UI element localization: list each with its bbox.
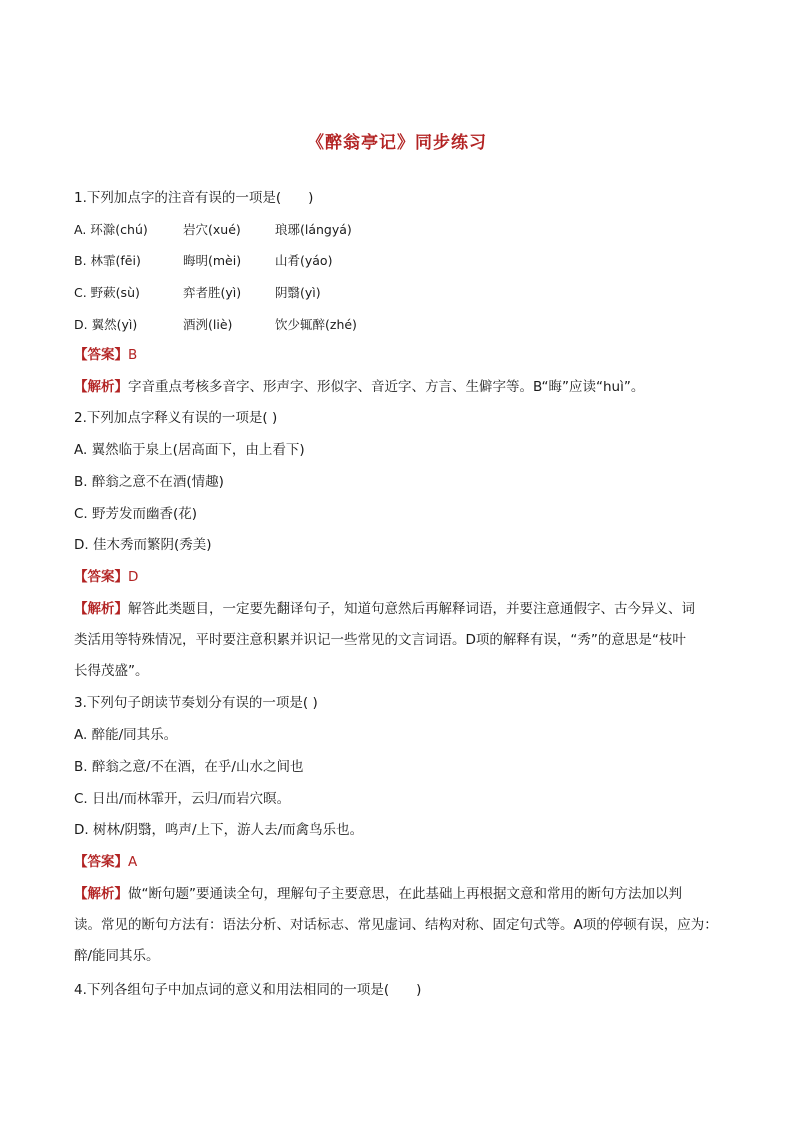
q1-answer: [74, 345, 137, 365]
analysis-line: [74, 879, 724, 910]
q3-option-c: C. 日出/而林霏开，云归/而岩穴暝。: [74, 791, 291, 807]
answer-tag: 【答案】: [74, 347, 128, 363]
answer-value: D: [128, 569, 139, 585]
q2-option-a: A. 翼然临于泉上(居高面下，由上看下): [74, 442, 305, 458]
q3-option-d: D. 树林/阴翳，鸣声/上下，游人去/而禽鸟乐也。: [74, 822, 364, 838]
q1-option-b-3: 山肴(yáo): [275, 253, 333, 268]
analysis-tag: 【解析】: [74, 886, 128, 902]
q1-option-a-2: 岩穴(xué): [183, 222, 241, 237]
q1-option-d-1: D. 翼然(yì): [74, 317, 138, 332]
q3-option-b: B. 醉翁之意/不在酒，在乎/山水之间也: [74, 759, 304, 775]
q1-analysis: [74, 377, 644, 397]
q1-option-b-1: B. 林霏(fēi): [74, 253, 141, 268]
q3-answer: [74, 852, 137, 872]
q2-answer: [74, 567, 138, 587]
analysis-line: [74, 594, 724, 625]
q1-option-d-3: 饮少辄醉(zhé): [275, 317, 357, 332]
analysis-text: 解答此类题目，一定要先翻译句子，知道句意然后再解释词语，并要注意通假字、古今异义、词: [128, 601, 695, 617]
question-4-stem: 4.下列各组句子中加点词的意义和用法相同的一项是( ): [74, 982, 422, 998]
q2-option-c: C. 野芳发而幽香(花): [74, 506, 198, 522]
analysis-tag: 【解析】: [74, 379, 128, 395]
q3-analysis: [74, 879, 724, 972]
page-title: 《醉翁亭记》同步练习: [307, 133, 487, 153]
q2-option-b: B. 醉翁之意不在酒(情趣): [74, 474, 224, 490]
q2-analysis: [74, 594, 724, 687]
analysis-line: 读。常见的断句方法有：语法分析、对话标志、常见虚词、结构对称、固定句式等。A项的停顿有误，应为：: [74, 917, 718, 933]
q1-option-c-1: C. 野蔌(sù): [74, 285, 140, 300]
q1-option-a-1: A. 环滁(chú): [74, 222, 148, 237]
q1-option-c-3: 阴翳(yì): [275, 285, 321, 300]
q1-option-b-2: 晦明(mèi): [183, 253, 242, 268]
analysis-line: 醉/能同其乐。: [74, 948, 160, 964]
analysis-text: 做“断句题”要通读全句，理解句子主要意思，在此基础上再根据文意和常用的断句方法加以判: [128, 886, 682, 902]
question-1-stem: 1.下列加点字的注音有误的一项是( ): [74, 190, 314, 206]
q3-option-a: A. 醉能/同其乐。: [74, 727, 178, 743]
analysis-text: 字音重点考核多音字、形声字、形似字、音近字、方言、生僻字等。B“晦”应读“huì”。: [128, 379, 645, 395]
q1-option-c-2: 弈者胜(yì): [183, 285, 242, 300]
answer-value: A: [128, 854, 138, 870]
answer-value: B: [128, 347, 138, 363]
analysis-line: 类活用等特殊情况，平时要注意积累并识记一些常见的文言词语。D项的解释有误，“秀”的意思是“枝叶: [74, 632, 686, 648]
q2-option-d: D. 佳木秀而繁阴(秀美): [74, 537, 212, 553]
answer-tag: 【答案】: [74, 854, 128, 870]
answer-tag: 【答案】: [74, 569, 128, 585]
analysis-tag: 【解析】: [74, 601, 128, 617]
q1-option-d-2: 酒洌(liè): [183, 317, 233, 332]
question-2-stem: 2.下列加点字释义有误的一项是( ): [74, 410, 278, 426]
question-3-stem: 3.下列句子朗读节奏划分有误的一项是( ): [74, 695, 318, 711]
q1-option-a-3: 琅琊(lángyá): [275, 222, 352, 237]
analysis-line: 长得茂盛”。: [74, 663, 149, 679]
